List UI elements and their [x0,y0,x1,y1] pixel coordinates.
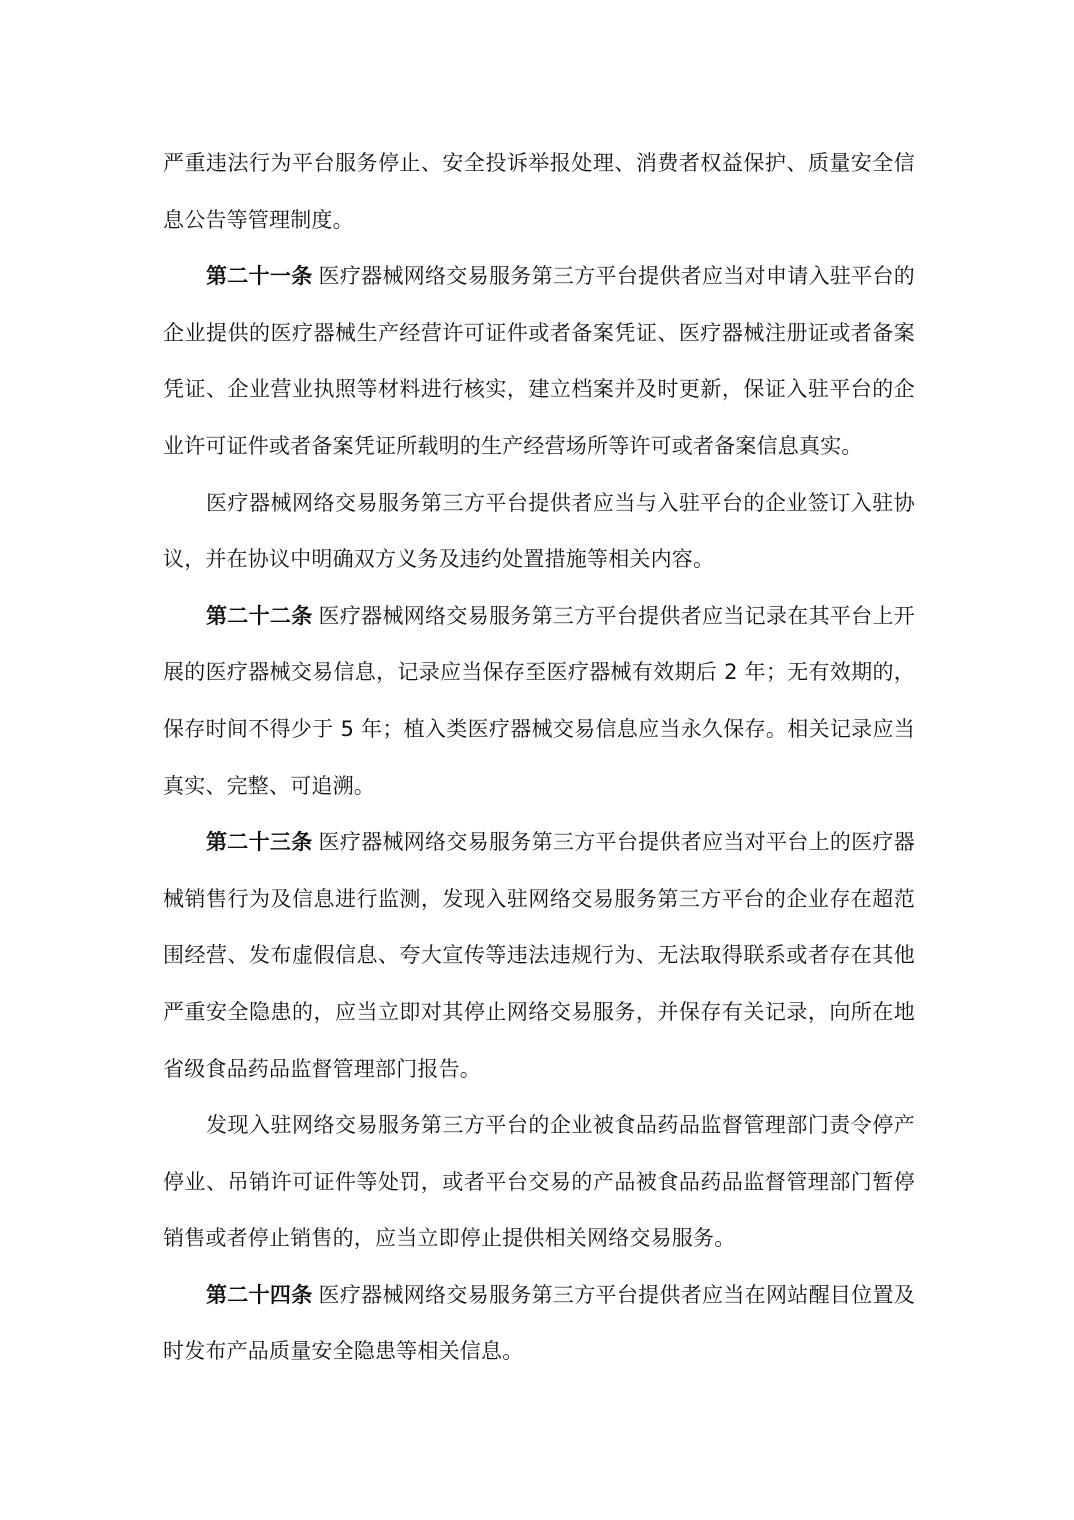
paragraph-text: 医疗器械网络交易服务第三方平台提供者应当对申请入驻平台的企业提供的医疗器械生产经营许可证件或者备案凭证、医疗器械注册证或者备案凭证、企业营业执照等材料进行核实，建立档案并及时更新，保证入驻平台的企业许可证件或者备案凭证所载明的生产经营场所等许可或者备案信息真实。 [163,264,915,458]
paragraph-text: 严重违法行为平台服务停止、安全投诉举报处理、消费者权益保护、质量安全信息公告等管理制度。 [163,151,915,232]
article-heading: 第二十二条 [206,603,313,628]
paragraph-text: 医疗器械网络交易服务第三方平台提供者应当在网站醒目位置及时发布产品质量安全隐患等相关信息。 [163,1282,915,1364]
article-22-paragraph [163,588,915,814]
paragraph-text: 发现入驻网络交易服务第三方平台的企业被食品药品监督管理部门责令停产停业、吊销许可证件等处罚，或者平台交易的产品被食品药品监督管理部门暂停销售或者停止销售的，应当立即停止提供相关网络交易服务。 [163,1113,915,1251]
document-body [163,135,915,1380]
paragraph [163,1097,915,1267]
article-23-paragraph [163,814,915,1097]
article-heading: 第二十三条 [206,830,313,855]
article-heading: 第二十四条 [206,1282,313,1307]
article-21-paragraph [163,248,915,474]
paragraph [163,135,915,248]
paragraph-text: 医疗器械网络交易服务第三方平台提供者应当与入驻平台的企业签订入驻协议，并在协议中明确双方义务及违约处置措施等相关内容。 [163,490,915,572]
paragraph [163,475,915,588]
article-24-paragraph [163,1267,915,1380]
paragraph-text: 医疗器械网络交易服务第三方平台提供者应当对平台上的医疗器械销售行为及信息进行监测，发现入驻网络交易服务第三方平台的企业存在超范围经营、发布虚假信息、夸大宣传等违法违规行为、无法取得联系或者存在其他严重安全隐患的，应当立即对其停止网络交易服务，并保存有关记录，向所在地省级食品药品监督管理部门报告。 [163,830,915,1081]
paragraph-text: 医疗器械网络交易服务第三方平台提供者应当记录在其平台上开展的医疗器械交易信息，记录应当保存至医疗器械有效期后 2 年；无有效期的，保存时间不得少于 5 年；植入类医疗器械交易信息应当永久保存。相关记录应当真实、完整、可追溯。 [163,603,915,798]
article-heading: 第二十一条 [206,264,313,289]
